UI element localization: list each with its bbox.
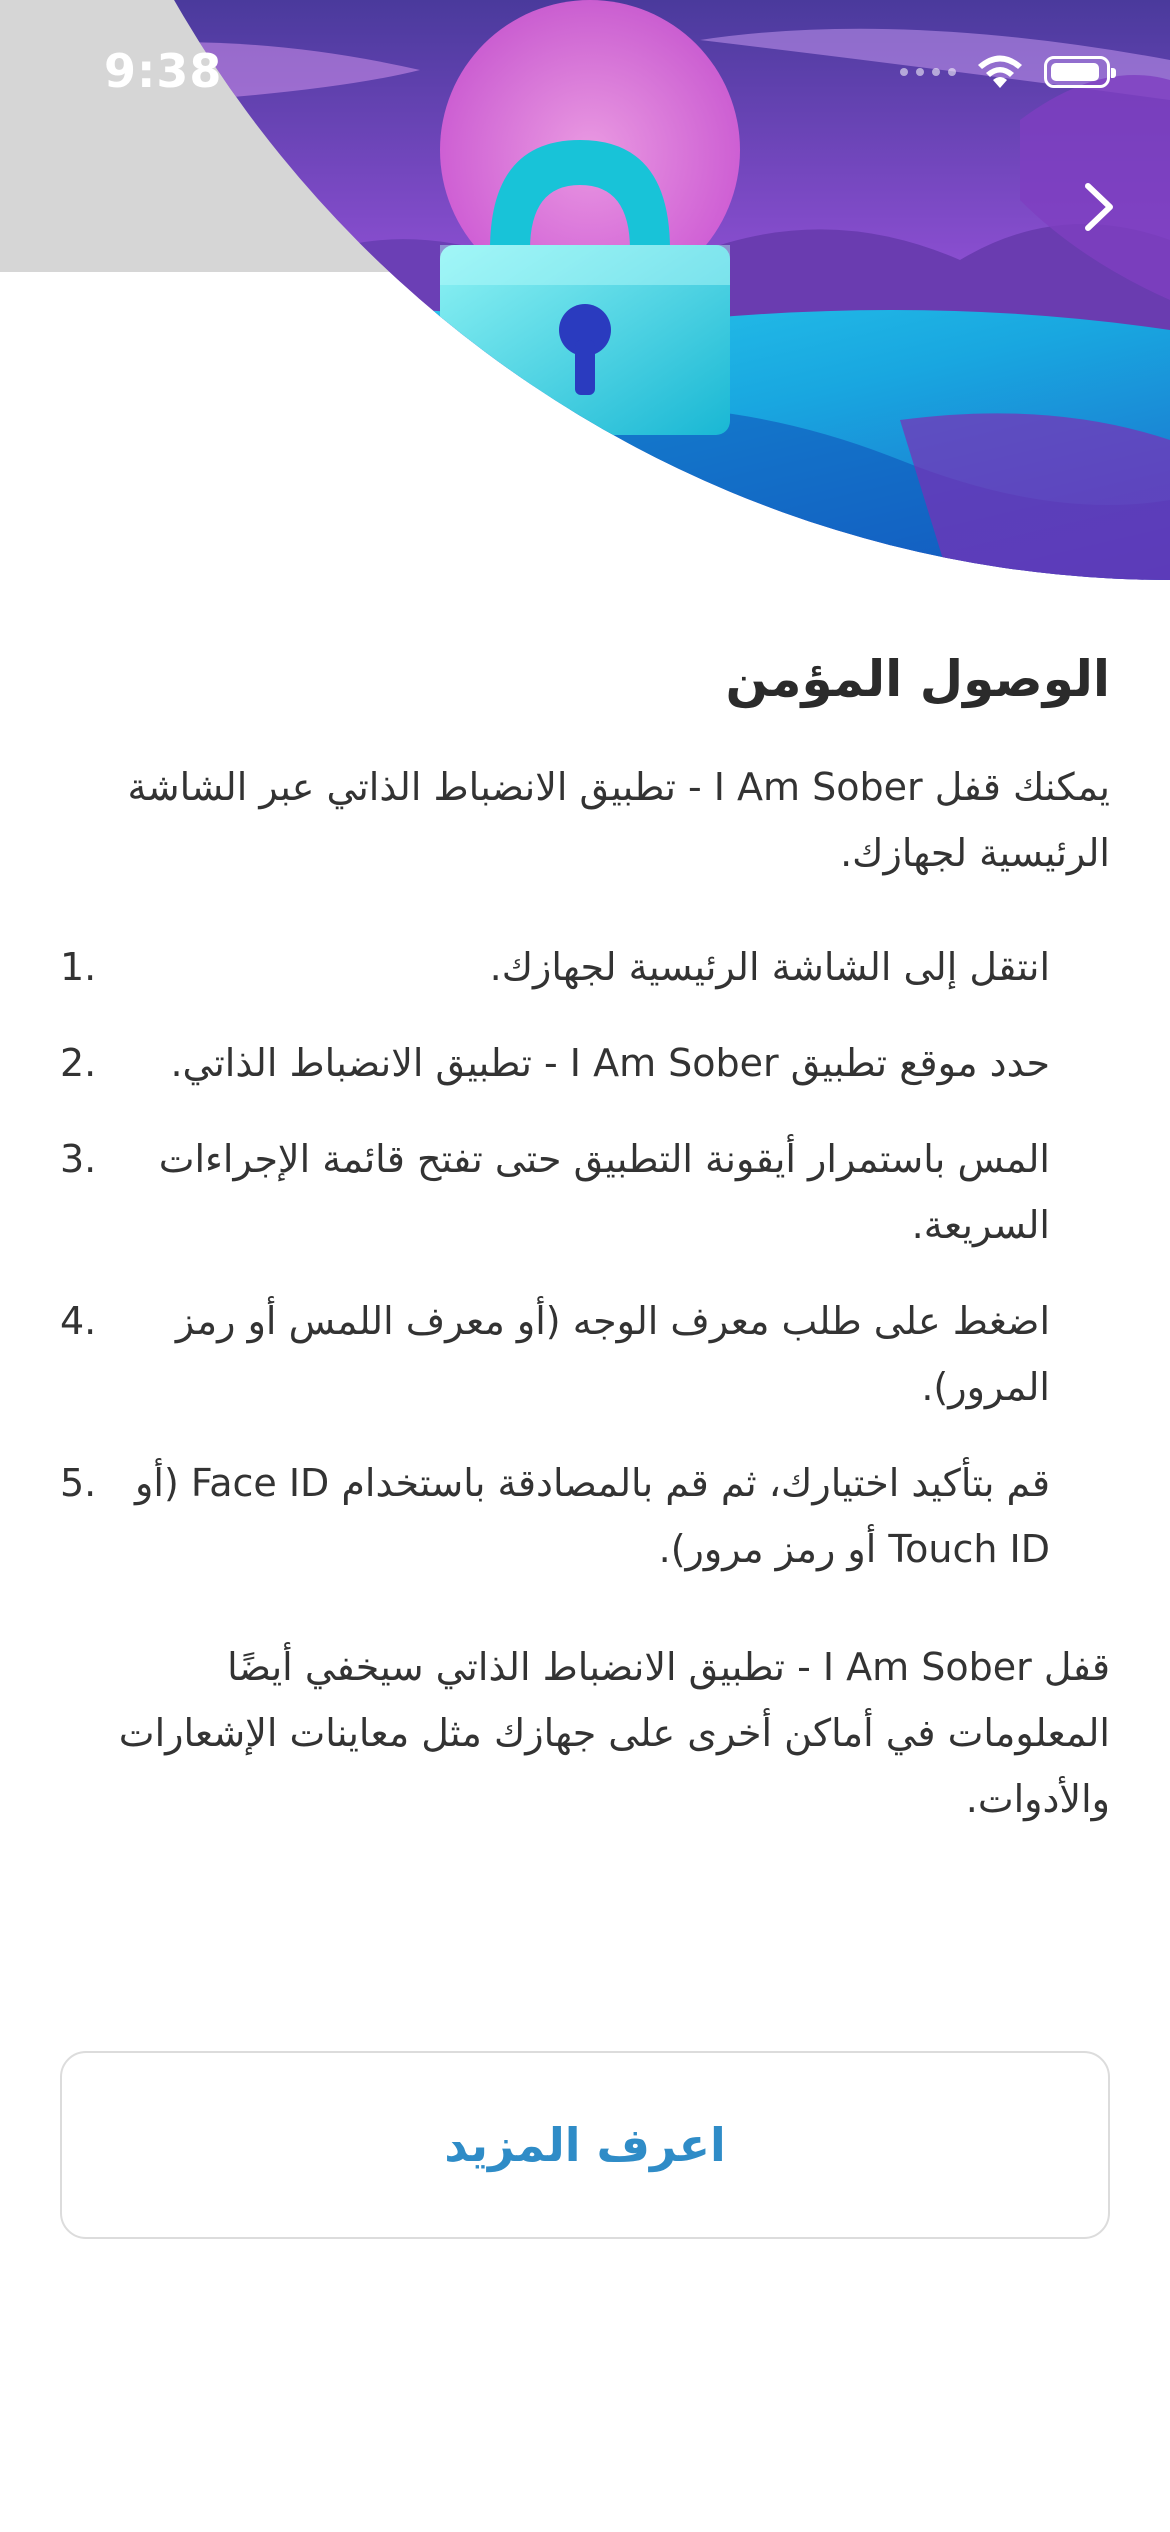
- step-text: اضغط على طلب معرف الوجه (أو معرف اللمس أو رمز المرور).: [175, 1299, 1050, 1409]
- chevron-right-icon[interactable]: [1080, 180, 1118, 234]
- step-text: المس باستمرار أيقونة التطبيق حتى تفتح قائمة الإجراءات السريعة.: [158, 1137, 1050, 1247]
- list-item: [60, 934, 1110, 1000]
- list-item: [60, 1288, 1110, 1420]
- wifi-icon: [974, 52, 1026, 92]
- steps-list: [60, 934, 1110, 1582]
- list-item: [60, 1450, 1110, 1582]
- step-number: 1.: [60, 945, 97, 989]
- battery-icon: [1044, 56, 1110, 88]
- step-number: 2.: [60, 1041, 97, 1085]
- signal-icon: [900, 68, 956, 76]
- learn-more-label: اعرف المزيد: [444, 2118, 726, 2172]
- learn-more-button[interactable]: [60, 2051, 1110, 2239]
- step-text: انتقل إلى الشاشة الرئيسية لجهازك.: [489, 945, 1050, 989]
- step-number: 5.: [60, 1461, 97, 1505]
- step-text: حدد موقع تطبيق I Am Sober - تطبيق الانضباط الذاتي.: [170, 1041, 1050, 1085]
- note-text: قفل I Am Sober - تطبيق الانضباط الذاتي سيخفي أيضًا المعلومات في أماكن أخرى على جهازك مثل معاينات الإشعارات والأدوات.: [118, 1645, 1110, 1821]
- page-title: الوصول المؤمن: [725, 650, 1110, 708]
- status-time: 9:38: [104, 44, 223, 98]
- content-section: [60, 640, 1110, 1832]
- list-item: [60, 1126, 1110, 1258]
- step-number: 4.: [60, 1299, 97, 1343]
- status-icons: [900, 52, 1110, 92]
- step-number: 3.: [60, 1137, 97, 1181]
- step-text: قم بتأكيد اختيارك، ثم قم بالمصادقة باستخدام Face ID (أو Touch ID أو رمز مرور).: [135, 1461, 1050, 1571]
- intro-text: يمكنك قفل I Am Sober - تطبيق الانضباط الذاتي عبر الشاشة الرئيسية لجهازك.: [127, 765, 1110, 875]
- list-item: [60, 1030, 1110, 1096]
